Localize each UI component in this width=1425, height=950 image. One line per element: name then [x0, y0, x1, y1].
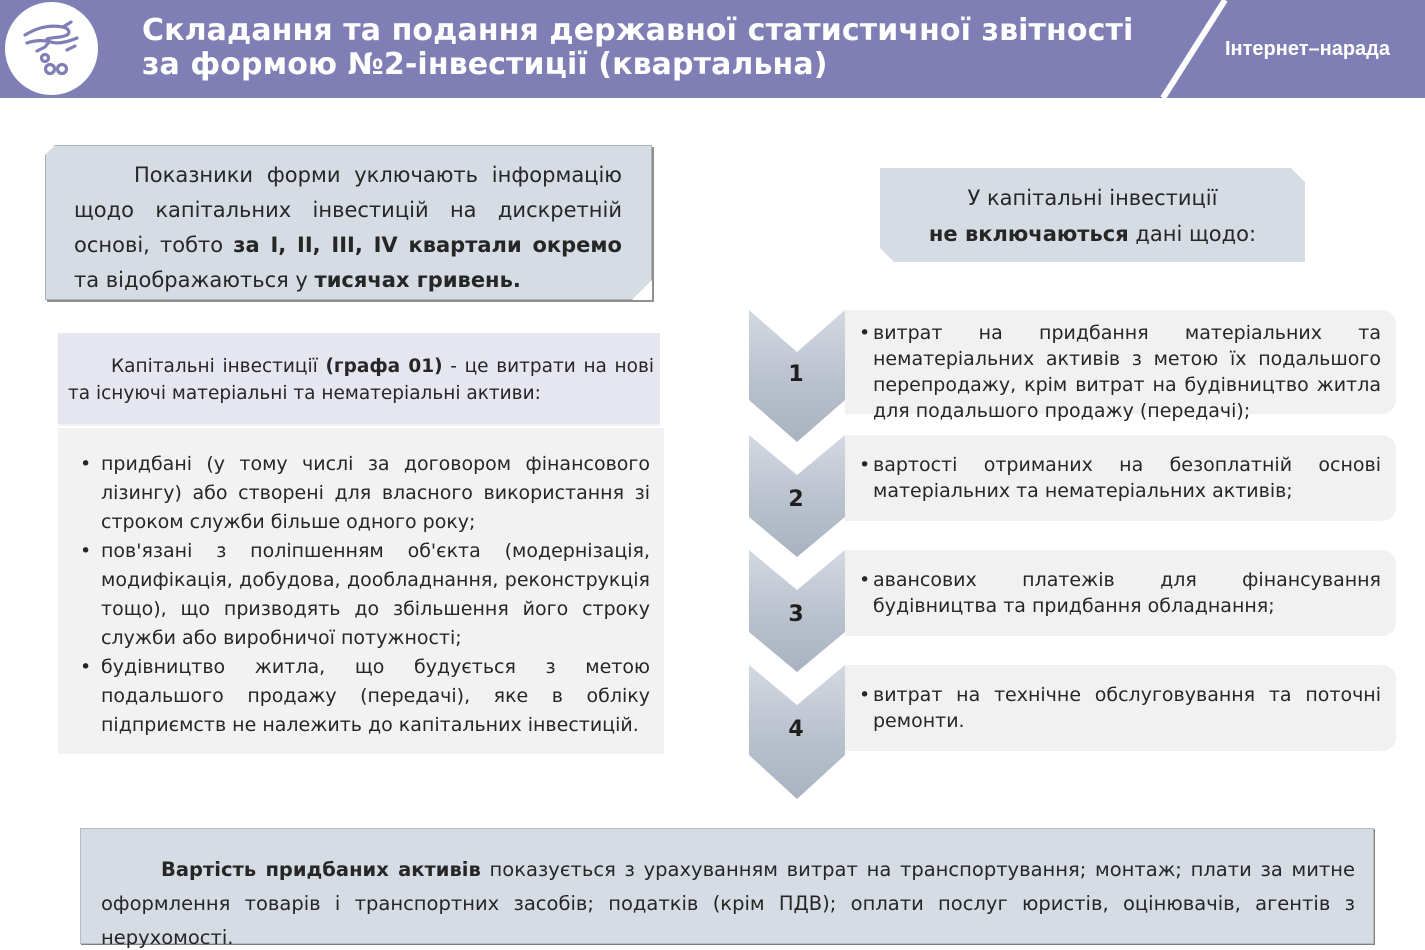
divider-slash — [1155, 0, 1235, 98]
exclusion-item-2: • вартості отриманих на безоплатній основі матеріальних та нематеріальних активів; — [845, 435, 1396, 521]
item-number: 4 — [788, 717, 804, 742]
cost-note-text: Вартість придбаних активів показується з урахуванням витрат на транспортування; монтаж; плати за митне оформлення товарів і транспортних засобів; податків (крім ПДВ); оплати послуг юристів, оцінювачів, агентів з нерухомості. — [101, 858, 1355, 949]
exclusions-heading: У капітальні інвестиції не включаються дані щодо: — [880, 168, 1305, 262]
definition-list — [78, 450, 650, 740]
list-item: • пов'язані з поліпшенням об'єкта (модернізація, модифікація, добудова, дообладнання, реконструкція тощо), що призводять до збільшення його строку служби або виробничої потужності; — [80, 540, 650, 649]
title-line-2: за формою №2-інвестиції (квартальна) — [142, 47, 828, 82]
item-number: 2 — [788, 487, 804, 512]
page-title — [142, 14, 1133, 82]
event-badge: Інтернет–нарада — [1225, 38, 1390, 60]
item-number: 1 — [788, 362, 804, 387]
exclusion-item-3: • авансових платежів для фінансування будівництва та придбання обладнання; — [845, 550, 1396, 636]
logo — [5, 2, 98, 95]
definition-list-box — [58, 428, 664, 754]
cost-note-box — [80, 828, 1374, 949]
exclusion-item-1: • витрат на придбання матеріальних та нематеріальних активів з метою їх подальшого перепродажу, крім витрат на будівництво житла для подальшого продажу (передачі); — [845, 310, 1396, 414]
header-bar — [0, 0, 1425, 98]
definition-heading: Капітальні інвестиції (графа 01) - це витрати на нові та існуючі матеріальні та нематеріальні активи: — [58, 333, 660, 426]
item-number: 3 — [788, 602, 804, 627]
hand-coins-icon — [5, 2, 98, 95]
list-item: • будівництво житла, що будується з метою подальшого продажу (передачі), яке в обліку підприємств не належить до капітальних інвестицій. — [80, 656, 650, 736]
title-line-1: Складання та подання державної статистичної звітності — [142, 13, 1134, 48]
list-item: • придбані (у тому числі за договором фінансового лізингу) або створені для власного використання зі строком служби більше одного року; — [80, 453, 650, 533]
info-box — [45, 145, 652, 300]
info-text: Показники форми уключають інформацію щодо капітальних інвестицій на дискретній основі, тобто за I, II, III, IV квартали окремо та відображаються у тисячах гривень. — [74, 163, 622, 292]
exclusion-item-4: • витрат на технічне обслуговування та поточні ремонти. — [845, 665, 1396, 751]
